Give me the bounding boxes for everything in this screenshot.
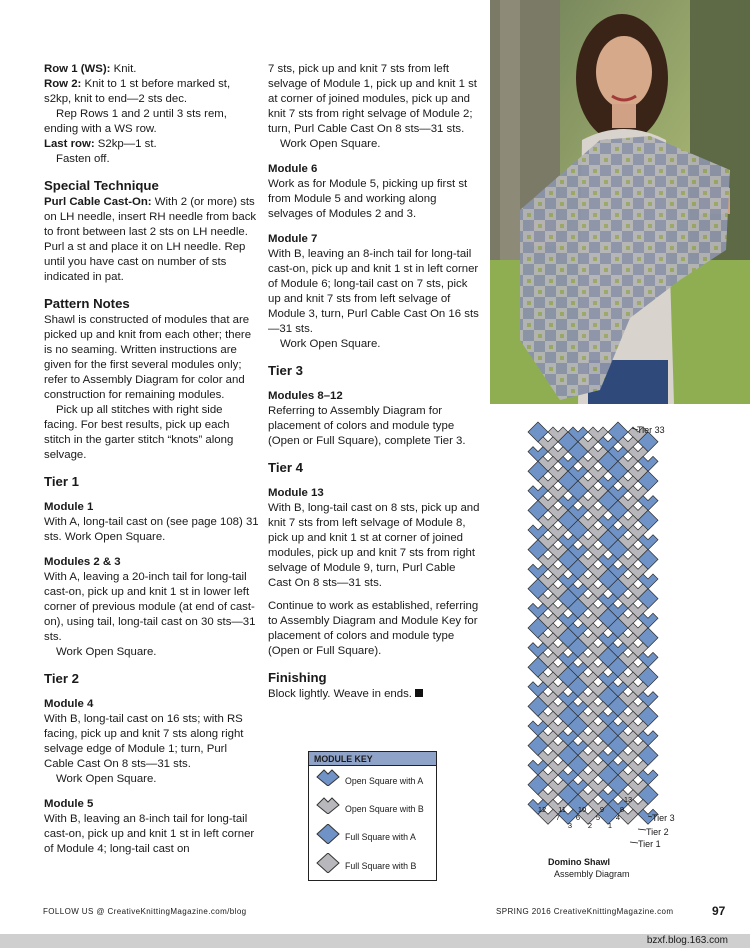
full-square-b-shape xyxy=(317,853,339,873)
open-square-b-shape xyxy=(317,798,339,814)
last-row-text: S2kp—1 st. xyxy=(94,138,157,150)
tier2-heading: Tier 2 xyxy=(44,671,79,686)
diagram-module-number: 4 xyxy=(615,813,621,822)
tier-3-label: Tier 3 xyxy=(652,813,675,823)
row2-text: Knit to 1 st before marked st, s2kp, knit to end—2 sts dec. xyxy=(44,78,231,105)
modules812-heading: Modules 8–12 xyxy=(268,390,343,402)
diagram-module-number: 10 xyxy=(577,805,587,814)
module-key xyxy=(308,751,437,881)
module-key-title: MODULE KEY xyxy=(309,752,436,766)
module4-work: Work Open Square. xyxy=(56,773,157,785)
diagram-module-number: 1 xyxy=(607,821,613,830)
module6-text: Work as for Module 5, picking up first st from Module 5 and working along selvages of Modules 2 and 3. xyxy=(268,178,468,220)
module7-work: Work Open Square. xyxy=(280,338,381,350)
purl-cast-on-text: With 2 (or more) sts on LH needle, insert RH needle from back to front between last 2 sts on LH needle. Purl a st and place it on LH needle. Rep until you have cast on number of sts indicated in pat. xyxy=(44,196,257,283)
assembly-diagram-grid xyxy=(520,418,750,888)
pattern-notes-heading: Pattern Notes xyxy=(44,296,130,311)
row2-line xyxy=(44,77,259,107)
full-square-a-shape xyxy=(317,824,339,844)
page-number: 97 xyxy=(712,904,726,918)
module1-text: With A, long-tail cast on (see page 108) 31 sts. Work Open Square. xyxy=(44,516,259,543)
left-column xyxy=(44,62,259,857)
diagram-module-number: 3 xyxy=(567,821,573,830)
module13-heading: Module 13 xyxy=(268,487,324,499)
full-square-a-icon xyxy=(315,824,341,844)
key-item-label: Open Square with A xyxy=(345,776,424,786)
tier-pointer-line xyxy=(630,842,638,843)
module5-work: Work Open Square. xyxy=(280,138,381,150)
key-item-label: Full Square with A xyxy=(345,832,416,842)
modules812-text: Referring to Assembly Diagram for placement of colors and module type (Open or Full Square), complete Tier 3. xyxy=(268,405,466,447)
diagram-module-number: 2 xyxy=(587,821,593,830)
purl-cast-on-label: Purl Cable Cast-On: xyxy=(44,196,152,208)
modules23-heading: Modules 2 & 3 xyxy=(44,556,121,568)
module4-heading: Module 4 xyxy=(44,698,94,710)
finishing-heading: Finishing xyxy=(268,670,327,685)
footer-left: FOLLOW US @ CreativeKnittingMagazine.com/blog xyxy=(43,907,247,916)
module5-heading: Module 5 xyxy=(44,798,94,810)
model-photo xyxy=(490,0,750,404)
end-square-icon xyxy=(415,689,423,697)
footer-right: SPRING 2016 CreativeKnittingMagazine.com xyxy=(496,907,674,916)
continue-text: Continue to work as established, referring to Assembly Diagram and Module Key for placement of colors and module type (Open or Full Square). xyxy=(268,600,479,657)
purl-cast-on-paragraph xyxy=(44,195,259,285)
rep-text: Rep Rows 1 and 2 until 3 sts rem, ending with a WS row. xyxy=(44,108,227,135)
module5-continued: 7 sts, pick up and knit 7 sts from left selvage of Module 1, pick up and knit 1 st at corner of joined modules, pick up and knit 7 sts from right selvage of Module 2; turn, Purl Cable Cast On 8 sts—31 sts. xyxy=(268,63,477,135)
module7-heading: Module 7 xyxy=(268,233,318,245)
tier-33-label: Tier 33 xyxy=(637,425,665,435)
full-square-b-icon xyxy=(315,853,341,873)
tier1-heading: Tier 1 xyxy=(44,474,79,489)
module13-text: With B, long-tail cast on 8 sts, pick up and knit 7 sts from left selvage of Module 8, pick up and knit 1 st at corner of joined modules, pick up and knit 7 sts from right selvage of Module 9, turn, Purl Cable Cast On 8 sts—31 sts. xyxy=(268,502,480,589)
middle-column xyxy=(268,62,480,702)
tier4-heading: Tier 4 xyxy=(268,460,303,475)
last-row-line xyxy=(44,137,259,152)
module5-text: With B, leaving an 8-inch tail for long-tail cast-on, pick up and knit 1 st in left corner of Module 4; long-tail cast on xyxy=(44,813,255,855)
modules23-text: With A, leaving a 20-inch tail for long-tail cast-on, pick up and knit 1 st in lower left corner of previous module (at end of cast-on), using tail, long-tail cast on 30 sts—31 sts. xyxy=(44,571,256,643)
row1-text: Knit. xyxy=(110,63,137,75)
module4-text: With B, long-tail cast on 16 sts; with RS facing, pick up and knit 7 sts along right selvage edge of Module 1; turn, Purl Cable Cast On 8 sts—31 sts. xyxy=(44,713,244,770)
diagram-module-number: 9 xyxy=(599,805,605,814)
diagram-subtitle: Assembly Diagram xyxy=(554,869,630,879)
diagram-module-number: 12 xyxy=(537,805,547,814)
row1-label: Row 1 (WS): xyxy=(44,63,111,75)
row1-line xyxy=(44,62,259,77)
fasten-off: Fasten off. xyxy=(56,153,110,165)
open-square-b-icon xyxy=(315,796,341,814)
module7-text: With B, leaving an 8-inch tail for long-tail cast-on, pick up and knit 1 st in left corner of Module 6; long-tail cast on 7 sts, pick up and knit 7 sts from left selvage of Module 3, turn, Purl Cable Cast On 16 sts—31 sts. xyxy=(268,248,479,335)
last-row-label: Last row: xyxy=(44,138,95,150)
key-item-label: Open Square with B xyxy=(345,804,424,814)
watermark: bzxf.blog.163.com xyxy=(0,934,750,948)
model-photo-illustration xyxy=(490,0,750,404)
diagram-module-number: 7 xyxy=(555,813,561,822)
finishing-line xyxy=(268,687,480,702)
special-technique-heading: Special Technique xyxy=(44,178,159,193)
assembly-diagram xyxy=(520,418,750,888)
module6-heading: Module 6 xyxy=(268,163,318,175)
tier-2-label: Tier 2 xyxy=(646,827,669,837)
finishing-text: Block lightly. Weave in ends. xyxy=(268,688,412,700)
diagram-module-number: 11 xyxy=(558,805,566,814)
open-square-a-shape xyxy=(317,770,339,786)
module1-heading: Module 1 xyxy=(44,501,94,513)
diagram-module-number: 5 xyxy=(595,813,601,822)
row2-label: Row 2: xyxy=(44,78,82,90)
pattern-notes-p2: Pick up all stitches with right side facing. For best results, pick up each stitch in the garter stitch “knots” along selvage. xyxy=(44,404,234,461)
diagram-module-number: 13 xyxy=(623,795,633,804)
diagram-module-number: 6 xyxy=(575,813,581,822)
tier-1-label: Tier 1 xyxy=(638,839,661,849)
open-square-a-icon xyxy=(315,768,341,786)
tier3-heading: Tier 3 xyxy=(268,363,303,378)
pattern-notes-p1: Shawl is constructed of modules that are picked up and knit from each other; there is no seaming. Written instructions are given for the first several modules only; refer to Assembly Diagram for color and construction for remaining modules. xyxy=(44,314,252,401)
tier-pointer-line xyxy=(638,829,646,830)
key-item-label: Full Square with B xyxy=(345,861,417,871)
diagram-module-number: 8 xyxy=(619,805,625,814)
modules23-work: Work Open Square. xyxy=(56,646,157,658)
diagram-title: Domino Shawl xyxy=(548,857,611,867)
